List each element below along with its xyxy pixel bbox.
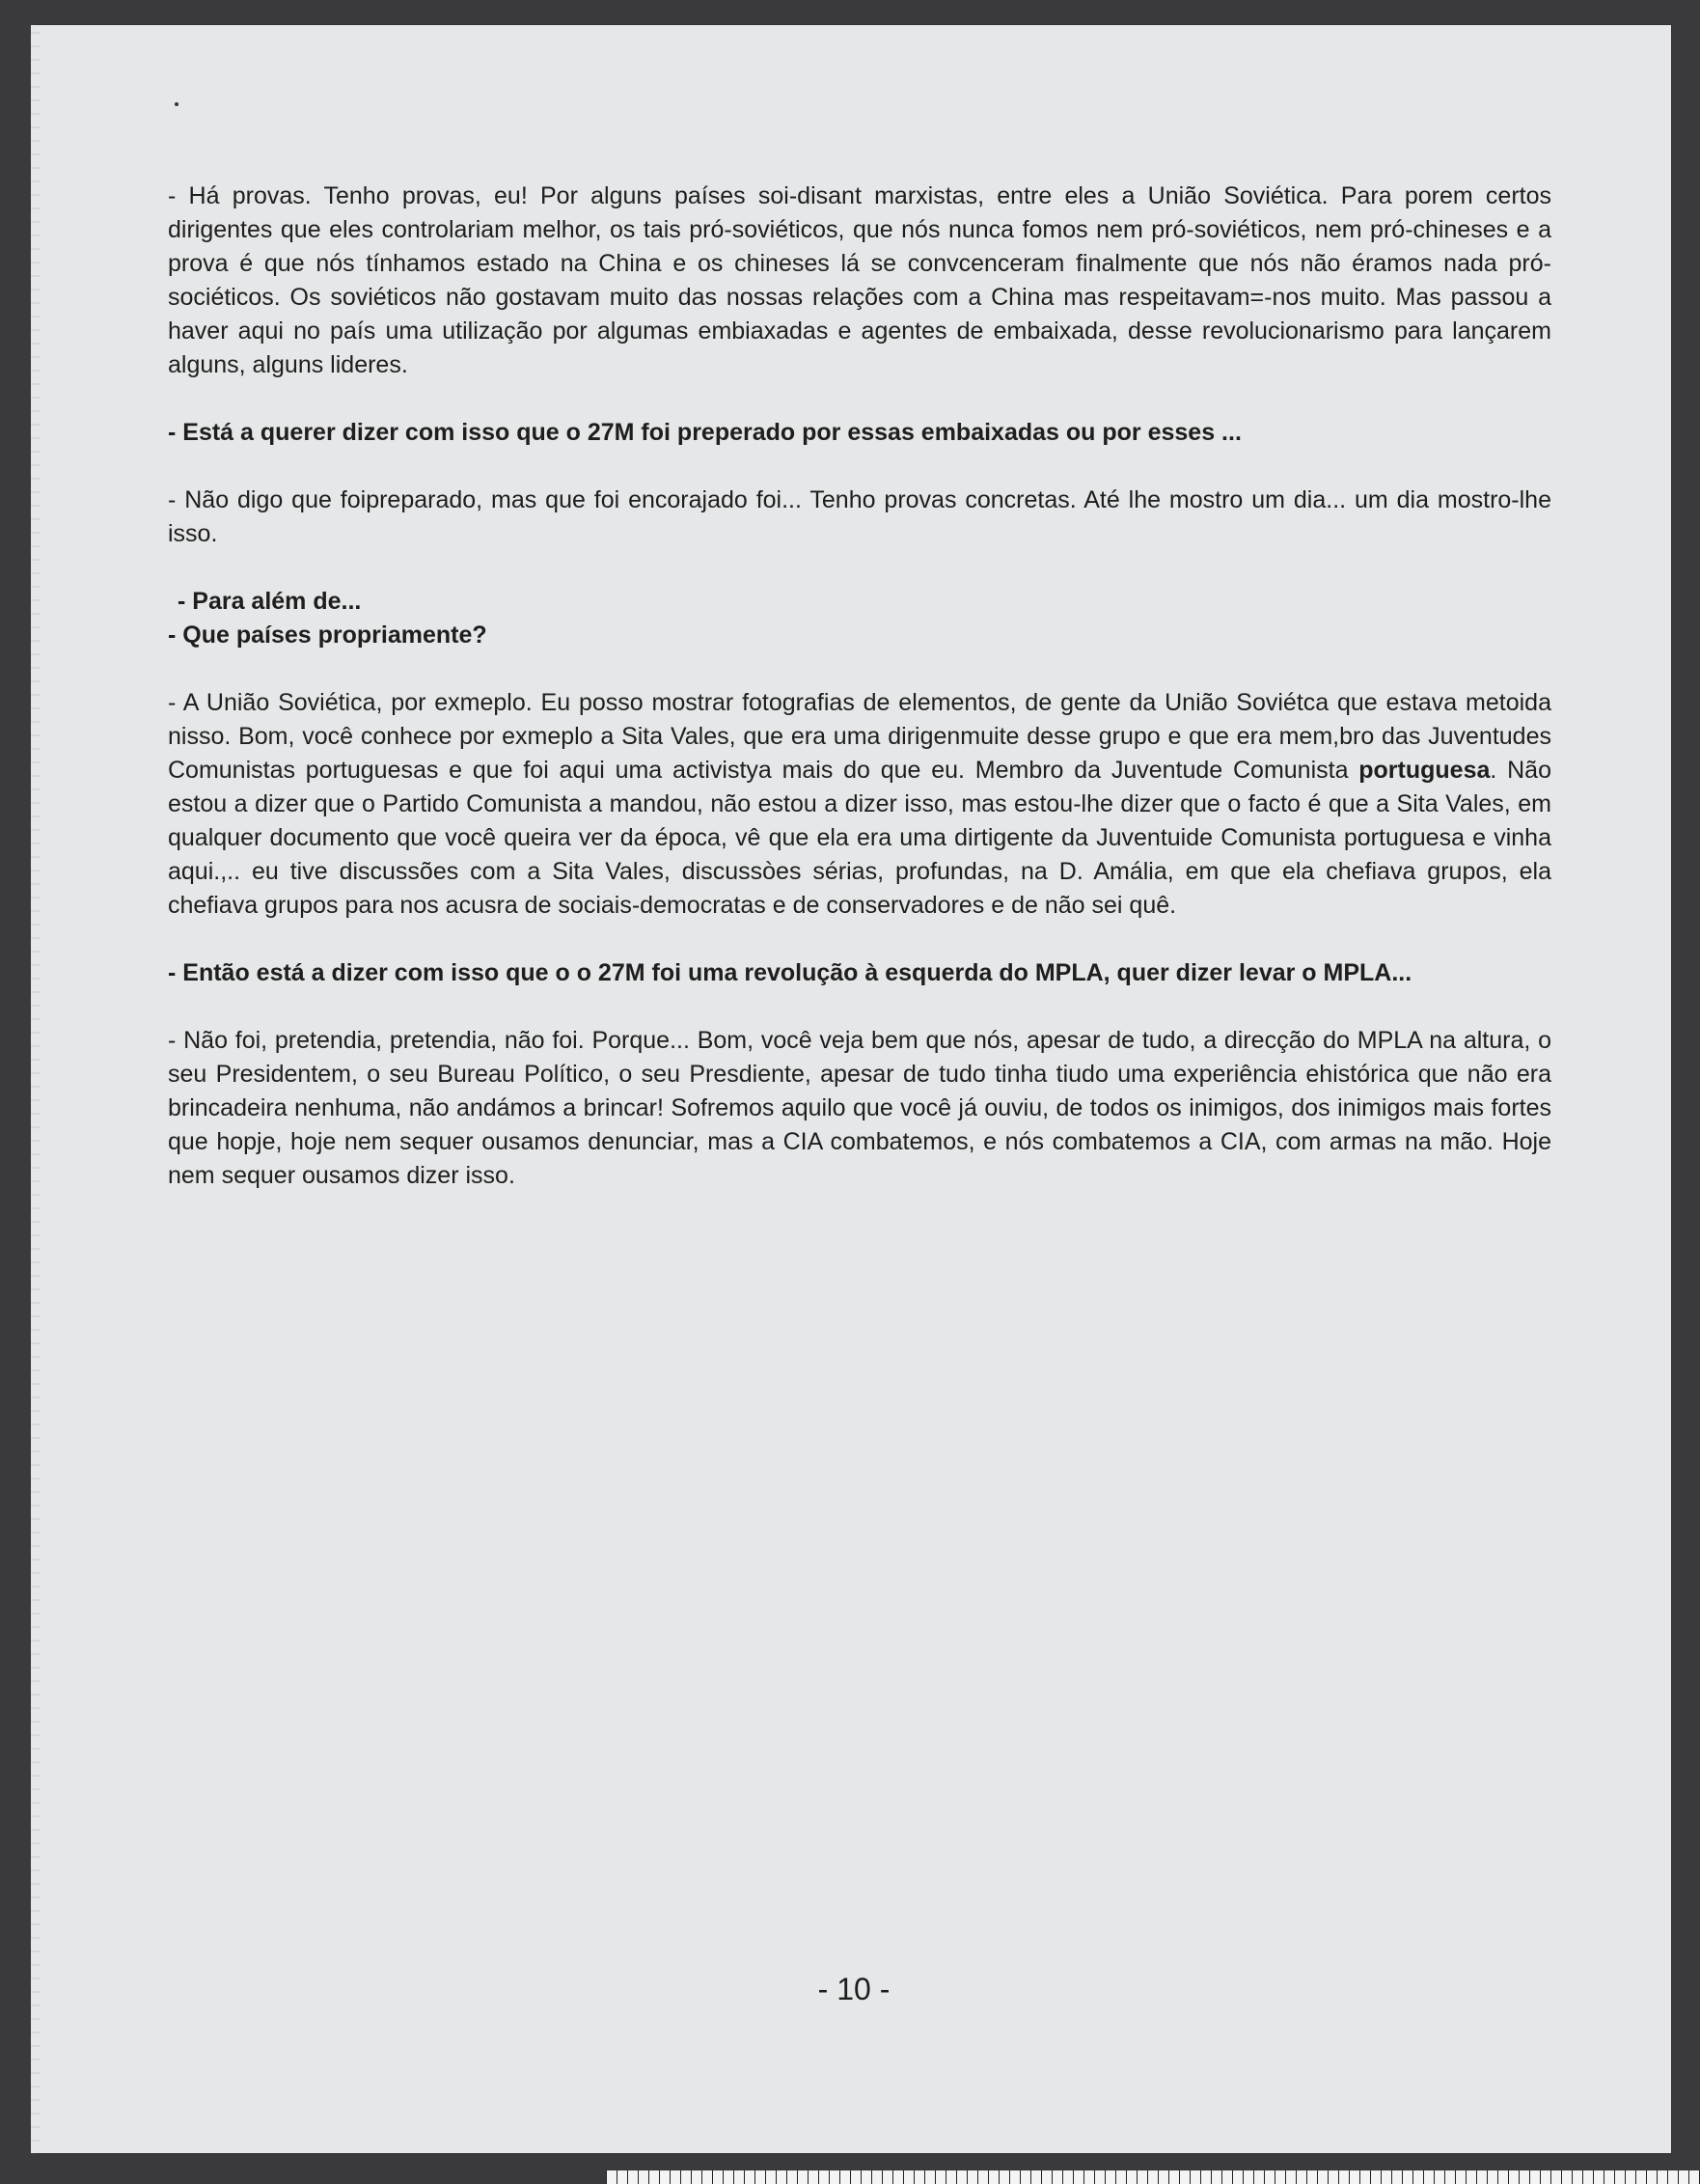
- scale-ruler: [606, 2170, 1700, 2184]
- ruler-ticks: [606, 2170, 1700, 2184]
- answer-paragraph: - Não foi, pretendia, pretendia, não foi. Porque... Bom, você veja bem que nós, apesar de tudo, a direcção do MPLA na altura, o seu Presidentem, o seu Bureau Político, o seu Presdiente, apesar de tudo tinha tiudo uma experiência ehistórica que não era brincadeira nenhuma, não andámos a brincar! Sofremos aquilo que você já ouviu, de todos os inimigos, dos inimigos mais fortes que hopje, hoje nem sequer ousamos denunciar, mas a CIA combatemos, e nós combatemos a CIA, com armas na mão. Hoje nem sequer ousamos dizer isso.: [168, 1027, 1551, 1189]
- answer-paragraph: - Há provas. Tenho provas, eu! Por alguns países soi-disant marxistas, entre eles a União Soviética. Para porem certos dirigentes que eles controlariam melhor, os tais pró-soviéticos, que nós nunca fomos nem pró-soviéticos, nem pró-chineses e a prova é que nós tínhamos estado na China e os chineses lá se convcenceram finalmente que nós não éramos nada pró-sociéticos. Os soviéticos não gostavam muito das nossas relações com a China mas respeitavam=-nos muito. Mas passou a haver aqui no país uma utilização por algumas embiaxadas e agentes de embaixada, desse revolucionarismo para lançarem alguns, alguns lideres.: [168, 182, 1551, 378]
- document-page: [37, 25, 1671, 2153]
- answer-text: - A União Soviética, por exmeplo. Eu posso mostrar fotografias de elementos, de gente da União Soviétca que estava metoida nisso. Bom, você conhece por exmeplo a Sita Vales, que era uma dirigenmuite desse grupo e que era mem,bro das Juventudes Comunistas portuguesas e que foi aqui uma activistya mais do que eu. Membro da Juventude Comunista: [168, 689, 1551, 784]
- question-paragraph: - Então está a dizer com isso que o o 27M foi uma revolução à esquerda do MPLA, quer dizer levar o MPLA...: [168, 959, 1412, 986]
- question-paragraph: - Está a querer dizer com isso que o 27M foi preperado por essas embaixadas ou por esses ...: [168, 419, 1242, 446]
- paper-speck: [175, 102, 178, 106]
- answer-paragraph: - Não digo que foipreparado, mas que foi encorajado foi... Tenho provas concretas. Até lhe mostro um dia... um dia mostro-lhe isso.: [168, 486, 1551, 547]
- transcript-body: [168, 180, 1551, 1193]
- bold-word: portuguesa: [1358, 757, 1491, 784]
- page-number: - 10 -: [817, 1972, 891, 2006]
- question-line: - Para além de...: [178, 588, 362, 615]
- answer-paragraph: [168, 686, 1551, 923]
- question-line: - Que países propriamente?: [168, 622, 487, 649]
- answer-text: . Não estou a dizer que o Partido Comunista a mandou, não estou a dizer isso, mas estou-lhe dizer que o facto é que a Sita Vales, em qualquer documento que você queira ver da época, vê que ela era uma dirtigente da Juventuide Comunista portuguesa e vinha aqui.,.. eu tive discussões com a Sita Vales, discussòes sérias, profundas, na D. Amália, em que ela chefiava grupos, ela chefiava grupos para nos acusra de sociais-democratas e de conservadores e de não sei quê.: [168, 757, 1551, 919]
